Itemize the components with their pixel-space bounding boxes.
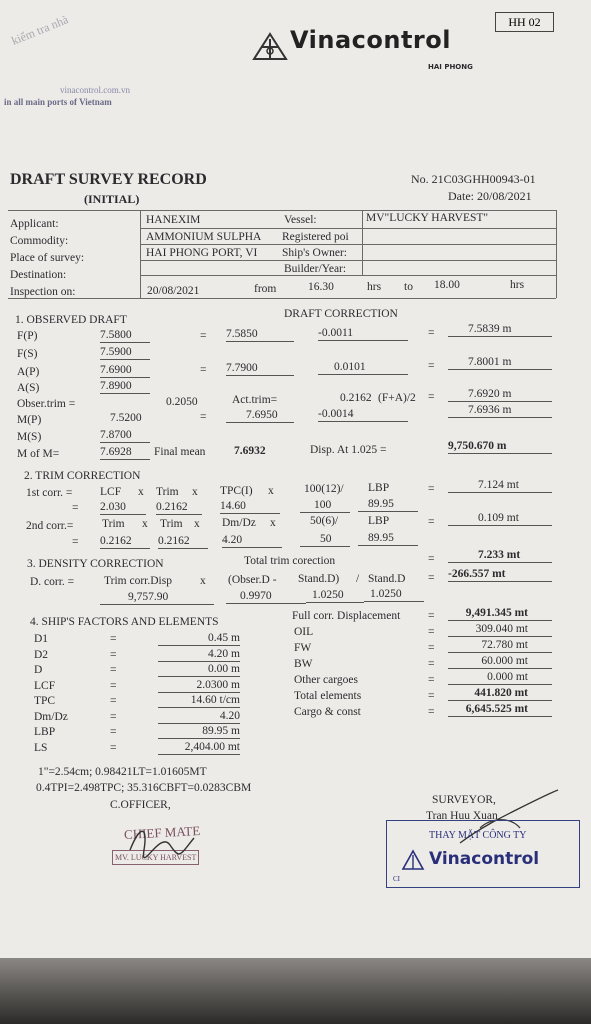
- applicant-label: Applicant:: [10, 218, 59, 230]
- eq-sign: =: [72, 502, 79, 514]
- t1-v5: 89.95: [358, 498, 418, 512]
- first-corr-label: 1st corr. =: [26, 487, 73, 499]
- factor-label: D2: [34, 648, 49, 661]
- t1-h6: x: [268, 485, 274, 497]
- element-label: OIL: [294, 626, 314, 638]
- t1-h8: LBP: [368, 482, 390, 494]
- builder-label: Builder/Year:: [284, 263, 347, 275]
- observed-heading: 1. OBSERVED DRAFT: [15, 314, 127, 326]
- d-v3: 1.0250: [306, 589, 364, 603]
- vessel-label: Vessel:: [284, 214, 317, 226]
- t2-h1: Trim: [102, 518, 125, 530]
- m-result: 7.6936 m: [448, 404, 552, 418]
- company-stamp: [386, 820, 580, 888]
- t2-h6: x: [270, 517, 276, 529]
- officer-stamp-top: CHIEF MATE: [123, 823, 201, 842]
- mofm-label: M of M=: [17, 448, 60, 460]
- eq-sign: =: [110, 679, 117, 692]
- eq-sign: =: [428, 642, 435, 654]
- factor-value: 14.60 t/cm: [158, 694, 240, 708]
- second-corr-label: 2nd corr.=: [26, 520, 74, 532]
- f-mean: 7.5850: [226, 328, 294, 342]
- eq-sign: =: [428, 483, 435, 495]
- mp-label: M(P): [17, 414, 42, 426]
- element-label: Total elements: [294, 690, 362, 702]
- density-heading: 3. DENSITY CORRECTION: [27, 558, 164, 570]
- fa2-label: (F+A)/2: [378, 392, 416, 404]
- t2-h8: LBP: [368, 515, 390, 527]
- ms-value: 7.8700: [100, 429, 150, 443]
- t1-h2: x: [138, 486, 144, 498]
- from-label: from: [254, 283, 277, 295]
- m-mean: 7.6950: [226, 409, 294, 423]
- eq-sign: =: [428, 553, 435, 565]
- form-code: HH 02: [495, 12, 554, 32]
- f-result: 7.5839 m: [448, 323, 552, 337]
- element-label: Other cargoes: [294, 674, 358, 686]
- company-logo: [252, 32, 288, 67]
- fp-value: 7.5800: [100, 329, 150, 343]
- element-value: 309.040 mt: [448, 623, 552, 637]
- element-value: 9,491.345 mt: [448, 607, 552, 621]
- a-mean: 7.7900: [226, 362, 294, 376]
- record-date: Date: 20/08/2021: [448, 189, 532, 203]
- d-h2: x: [200, 575, 206, 587]
- record-number: No. 21C03GHH00943-01: [411, 172, 536, 186]
- vinacontrol-logo-icon: [252, 32, 288, 62]
- eq-sign: =: [110, 648, 117, 661]
- act-trim-label: Act.trim=: [232, 394, 278, 406]
- mofm-value: 7.6928: [100, 446, 150, 460]
- officer-stamp: [110, 820, 204, 868]
- eq-sign: =: [110, 695, 117, 707]
- t2-v5: 89.95: [358, 532, 418, 546]
- eq-sign: =: [110, 710, 117, 723]
- eq-sign: =: [110, 633, 117, 645]
- eq-sign: =: [200, 364, 207, 376]
- from-time: 16.30: [308, 281, 334, 293]
- fs-value: 7.5900: [100, 346, 150, 360]
- to-label: to: [404, 281, 413, 293]
- t2-v4: 50: [300, 533, 350, 547]
- destination-label: Destination:: [10, 269, 67, 281]
- act-trim: 0.2162: [340, 392, 372, 404]
- ap-label: A(P): [17, 366, 40, 378]
- element-label: Full corr. Displacement: [292, 610, 401, 622]
- applicant-value: HANEXIM: [146, 214, 201, 226]
- element-value: 0.000 mt: [448, 671, 552, 685]
- watermark-top: kiểm tra nhà: [9, 12, 71, 48]
- final-mean-label: Final mean: [154, 446, 206, 458]
- eq-sign: =: [428, 516, 435, 528]
- eq-sign: =: [72, 536, 79, 548]
- element-value: 6,645.525 mt: [448, 703, 552, 717]
- factor-label: Dm/Dz: [34, 710, 68, 723]
- factor-label: LCF: [34, 679, 56, 692]
- to-time: 18.00: [434, 279, 460, 291]
- element-label: BW: [294, 658, 313, 670]
- d-h1: Trim corr.Disp: [104, 575, 172, 587]
- as-label: A(S): [17, 382, 40, 394]
- eq-sign: =: [110, 726, 117, 738]
- surveyor-label: SURVEYOR,: [432, 794, 496, 806]
- disp-label: Disp. At 1.025 =: [310, 444, 387, 456]
- obs-trim-label: Obser.trim =: [17, 398, 76, 410]
- a-result: 7.8001 m: [448, 356, 552, 370]
- t2-v2: 0.2162: [158, 535, 208, 549]
- element-label: FW: [294, 642, 312, 654]
- eq-sign: =: [428, 610, 435, 622]
- f-corr: -0.0011: [318, 327, 408, 341]
- eq-sign: =: [428, 360, 435, 372]
- on-behalf-label: THAY MẶT CÔNG TY: [429, 830, 527, 841]
- place-value: HAI PHONG PORT, VI: [146, 247, 258, 259]
- stamp-logo-icon: [401, 849, 425, 871]
- fs-label: F(S): [17, 348, 38, 360]
- t1-h3: Trim: [156, 486, 179, 498]
- element-value: 60.000 mt: [448, 655, 552, 669]
- density-result: -266.557 mt: [448, 568, 552, 582]
- owner-label: Ship's Owner:: [282, 247, 348, 259]
- surveyor-name: Tran Huu Xuan: [426, 810, 498, 822]
- factor-label: LBP: [34, 726, 56, 738]
- fp-label: F(P): [17, 330, 38, 342]
- disp-value: 9,750.670 m: [448, 440, 552, 454]
- commodity-value: AMMONIUM SULPHA: [146, 231, 262, 243]
- conversion-line-2: 0.4TPI=2.498TPC; 35.316CBFT=0.0283CBM: [36, 782, 252, 794]
- t1-h4: x: [192, 486, 198, 498]
- correction-heading: DRAFT CORRECTION: [284, 308, 398, 320]
- factor-value: 0.00 m: [158, 663, 240, 677]
- eq-sign: =: [428, 327, 435, 339]
- eq-sign: =: [428, 572, 435, 584]
- t2-h4: x: [194, 518, 200, 530]
- inspection-date: 20/08/2021: [147, 285, 200, 297]
- factor-label: TPC: [34, 695, 56, 707]
- eq-sign: =: [428, 674, 435, 686]
- conversion-line-1: 1"=2.54cm; 0.98421LT=1.01605MT: [38, 766, 207, 778]
- mp-value: 7.5200: [110, 412, 142, 424]
- d-h3: (Obser.D -: [228, 574, 277, 586]
- vessel-value: MV"LUCKY HARVEST": [366, 212, 489, 224]
- element-value: 441.820 mt: [448, 687, 552, 701]
- as-value: 7.8900: [100, 380, 150, 394]
- t2-h2: x: [142, 518, 148, 530]
- d-v2: 0.9970: [226, 590, 306, 604]
- first-corr-result: 7.124 mt: [448, 479, 552, 493]
- company-branch: HAI PHONG: [428, 63, 473, 71]
- t1-h1: LCF: [100, 486, 122, 498]
- obs-trim: 0.2050: [166, 396, 198, 408]
- officer-label: C.OFFICER,: [110, 799, 171, 811]
- hrs-label-1: hrs: [367, 281, 382, 293]
- factor-value: 0.45 m: [158, 632, 240, 646]
- factor-value: 2.0300 m: [158, 679, 240, 693]
- registered-port-label: Registered poi: [282, 231, 349, 243]
- a-corr: 0.0101: [318, 361, 408, 375]
- d-h4: Stand.D): [298, 573, 340, 585]
- factor-value: 2,404.00 mt: [158, 741, 240, 755]
- fa2-value: 7.6920 m: [448, 388, 552, 402]
- d-v1: 9,757.90: [100, 591, 214, 605]
- t1-h7: 100(12)/: [304, 483, 344, 495]
- t1-v3: 14.60: [220, 500, 280, 514]
- d-h5: /: [356, 573, 360, 585]
- record-subtitle: (INITIAL): [84, 192, 140, 206]
- second-corr-result: 0.109 mt: [448, 512, 552, 526]
- element-label: Cargo & const: [294, 706, 361, 718]
- m-corr: -0.0014: [318, 408, 408, 422]
- photo-background: [0, 958, 591, 1024]
- factor-label: D1: [34, 633, 49, 645]
- total-trim-label: Total trim corection: [244, 555, 336, 567]
- eq-sign: =: [200, 411, 207, 423]
- t1-h5: TPC(I): [220, 485, 253, 497]
- watermark-ports: in all main ports of Vietnam: [4, 97, 112, 107]
- factor-value: 4.20 m: [158, 648, 240, 662]
- d-h6: Stand.D: [368, 573, 406, 585]
- t2-h3: Trim: [160, 518, 183, 530]
- t1-v2: 0.2162: [156, 501, 202, 515]
- stamp-small: CI: [393, 875, 400, 883]
- t1-v4: 100: [300, 499, 350, 513]
- hrs-label-2: hrs: [510, 279, 525, 291]
- t2-v1: 0.2162: [100, 535, 150, 549]
- t1-v1: 2.030: [100, 501, 146, 515]
- factor-value: 4.20: [158, 710, 240, 724]
- factor-value: 89.95 m: [158, 725, 240, 739]
- eq-sign: =: [428, 658, 435, 670]
- company-name: Vinacontrol: [290, 26, 451, 54]
- record-title: DRAFT SURVEY RECORD: [10, 171, 207, 188]
- place-label: Place of survey:: [10, 252, 85, 264]
- d-v4: 1.0250: [364, 588, 424, 602]
- inspection-label: Inspection on:: [10, 286, 76, 298]
- final-mean: 7.6932: [234, 445, 266, 457]
- factor-label: LS: [34, 741, 48, 754]
- dcorr-label: D. corr. =: [30, 576, 75, 588]
- ms-label: M(S): [17, 431, 42, 443]
- t2-v3: 4.20: [222, 534, 282, 548]
- officer-stamp-bottom: MV. LUCKY HARVEST: [112, 850, 199, 865]
- stamp-company: Vinacontrol: [429, 849, 540, 869]
- eq-sign: =: [428, 391, 435, 403]
- eq-sign: =: [110, 664, 117, 676]
- watermark-site: vinacontrol.com.vn: [60, 85, 130, 95]
- factor-label: D: [34, 664, 43, 676]
- total-trim-value: 7.233 mt: [448, 549, 552, 563]
- eq-sign: =: [428, 706, 435, 718]
- eq-sign: =: [110, 741, 117, 754]
- eq-sign: =: [428, 690, 435, 702]
- eq-sign: =: [428, 626, 435, 638]
- element-value: 72.780 mt: [448, 639, 552, 653]
- officer-signature-icon: [110, 820, 204, 868]
- eq-sign: =: [200, 330, 207, 342]
- ap-value: 7.6900: [100, 364, 150, 378]
- factors-heading: 4. SHIP'S FACTORS AND ELEMENTS: [30, 616, 219, 628]
- commodity-label: Commodity:: [10, 235, 69, 247]
- t2-h5: Dm/Dz: [222, 517, 256, 529]
- t2-h7: 50(6)/: [310, 515, 339, 527]
- trim-heading: 2. TRIM CORRECTION: [24, 470, 141, 482]
